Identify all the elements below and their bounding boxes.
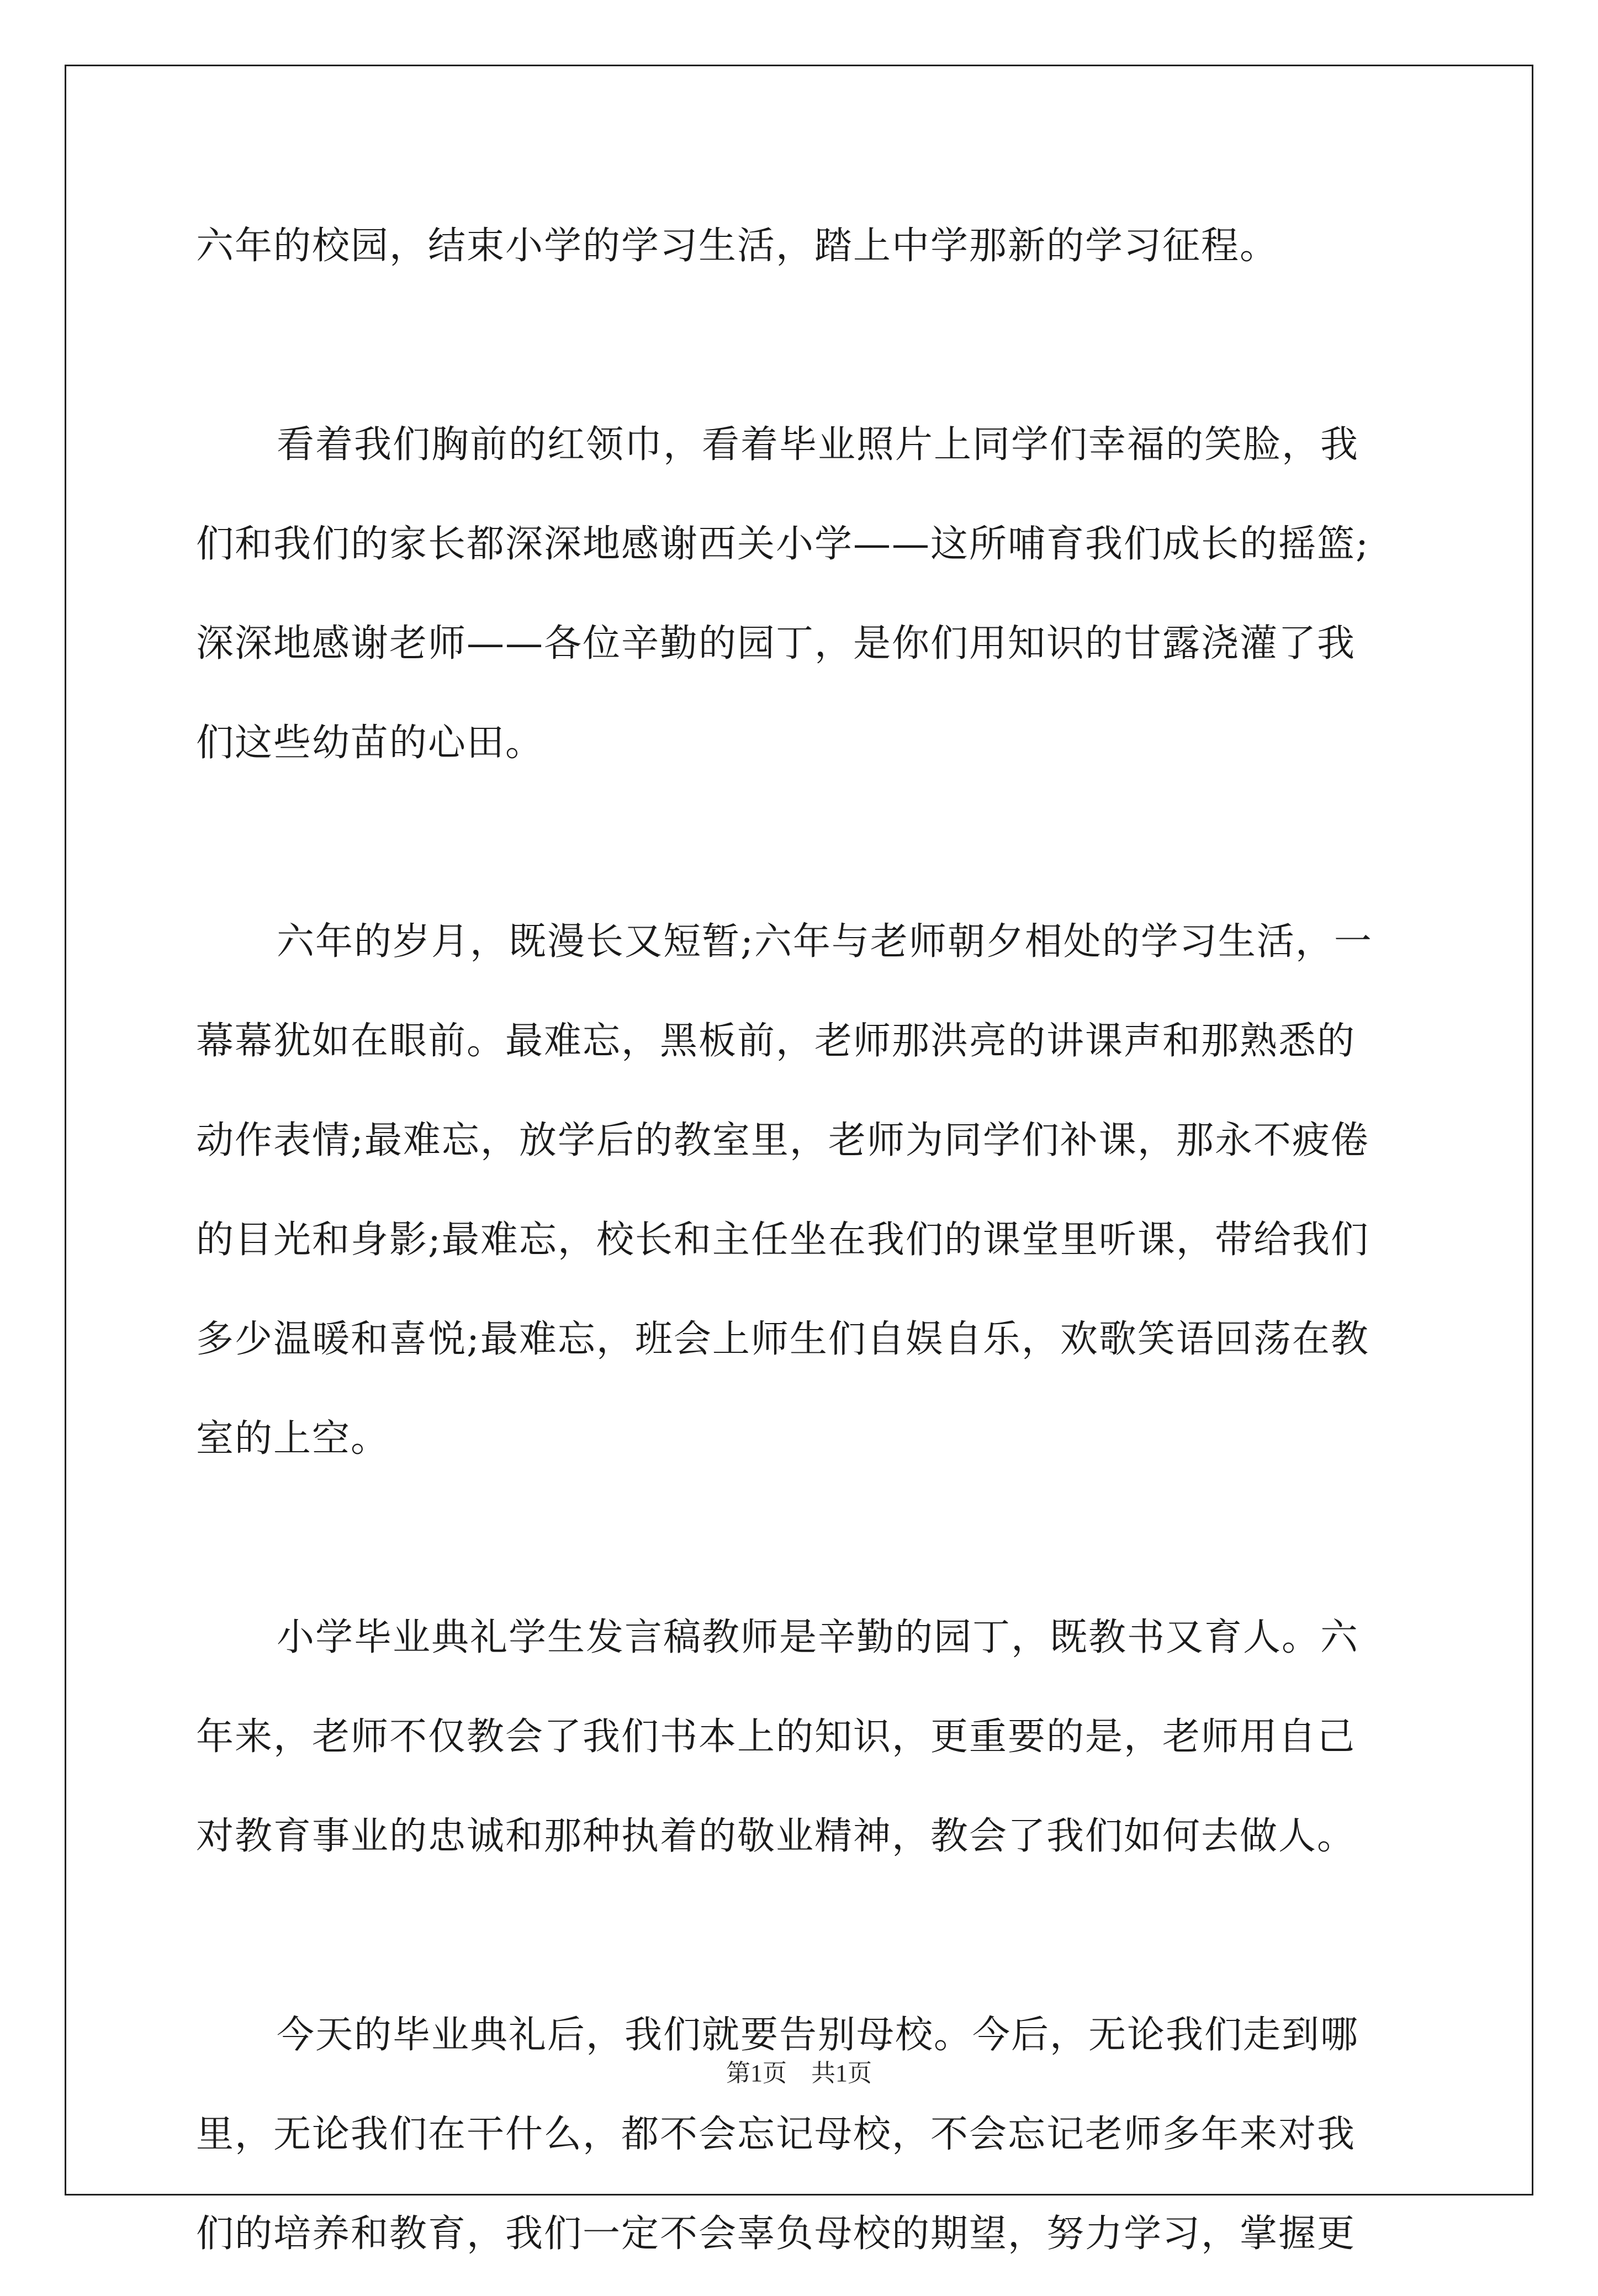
text-line: 的目光和身影;最难忘，校长和主任坐在我们的课堂里听课，带给我们 — [196, 1218, 1369, 1262]
text-line: 们这些幼苗的心田。 — [196, 721, 544, 765]
text-line: 年来，老师不仅教会了我们书本上的知识，更重要的是，老师用自己 — [196, 1715, 1356, 1759]
blank-line — [196, 1898, 1410, 1998]
text-line: 动作表情;最难忘，放学后的教室里，老师为同学们补课，那永不疲倦 — [196, 1119, 1369, 1162]
text-line: 里，无论我们在干什么，都不会忘记母校，不会忘记老师多年来对我 — [196, 2113, 1356, 2156]
text-line: 室的上空。 — [196, 1417, 390, 1461]
blank-line — [196, 805, 1410, 904]
text-line: 六年的岁月，既漫长又短暂;六年与老师朝夕相处的学习生活，一 — [277, 920, 1373, 964]
text-line: 们和我们的家长都深深地感谢西关小学——这所哺育我们成长的摇篮; — [196, 522, 1369, 566]
text-line: 深深地感谢老师——各位辛勤的园丁，是你们用知识的甘露浇灌了我 — [196, 622, 1356, 665]
text-line: 多少温暖和喜悦;最难忘，班会上师生们自娱自乐，欢歌笑语回荡在教 — [196, 1318, 1369, 1361]
blank-line — [196, 308, 1410, 408]
text-line: 对教育事业的忠诚和那种执着的敬业精神，教会了我们如何去做人。 — [196, 1814, 1356, 1858]
page-number-footer: 第1页 共1页 — [726, 2060, 872, 2087]
document-body — [196, 209, 1410, 2296]
text-line: 今天的毕业典礼后，我们就要告别母校。今后，无论我们走到哪 — [277, 2013, 1359, 2057]
text-line: 看着我们胸前的红领巾，看着毕业照片上同学们幸福的笑脸，我 — [277, 423, 1359, 467]
text-line: 六年的校园，结束小学的学习生活，踏上中学那新的学习征程。 — [196, 224, 1279, 268]
blank-line — [196, 1501, 1410, 1600]
text-line: 小学毕业典礼学生发言稿教师是辛勤的园丁，既教书又育人。六 — [277, 1616, 1359, 1659]
text-line: 们的培养和教育，我们一定不会辜负母校的期望，努力学习，掌握更 — [196, 2212, 1356, 2256]
text-line: 幕幕犹如在眼前。最难忘，黑板前，老师那洪亮的讲课声和那熟悉的 — [196, 1019, 1356, 1063]
